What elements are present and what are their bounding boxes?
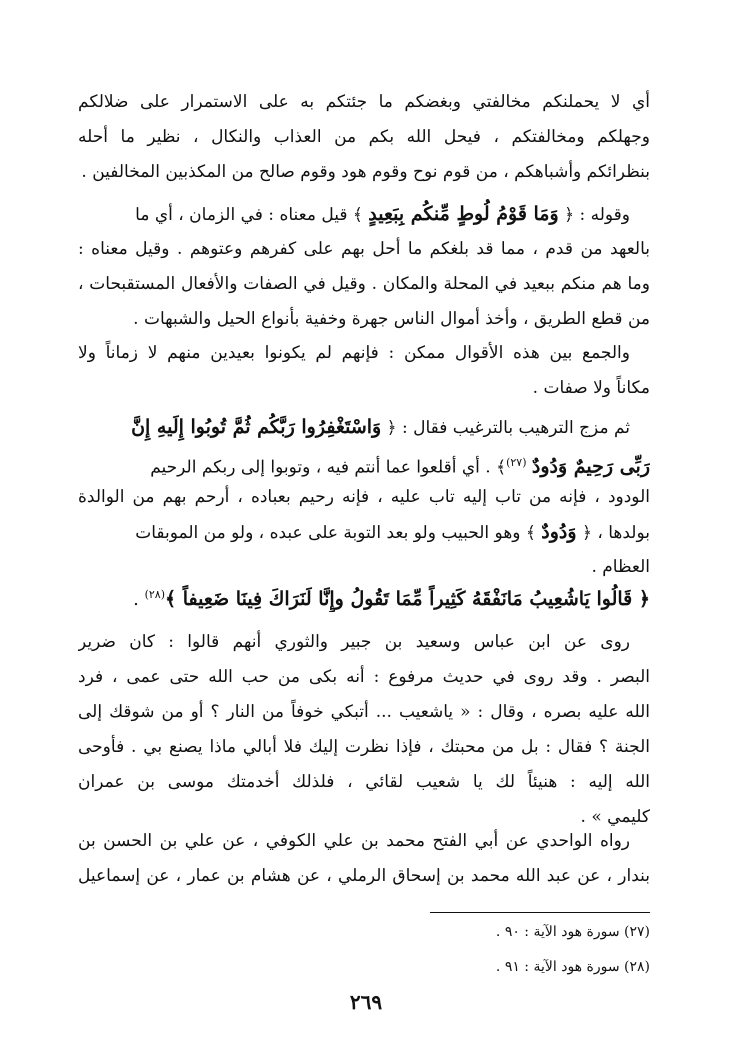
text-line: الله عليه بصره ، وقال : « ياشعيب ... أتبكي خوفاً من النار ؟ أو من شوقك إلى (78, 702, 650, 722)
text-line: كليمي » . (580, 807, 650, 827)
text-line: والجمع بين هذه الأقوال ممكن : فإنهم لم يكونوا بعيدين منهم لا زماناً ولا (78, 343, 630, 363)
text-line: من قطع الطريق ، وأخذ أموال الناس جهرة وخفية بأنواع الحيل والشبهات . (133, 309, 650, 329)
text-run: بولدها ، ﴿ (581, 523, 650, 543)
text-line: بندار ، عن عبد الله محمد بن إسحاق الرملي ، عن هشام بن عمار ، عن إسماعيل (78, 866, 650, 886)
footnote-separator (430, 912, 650, 913)
text-run: ﴾ قيل معناه : في الزمان ، أي ما (135, 205, 363, 225)
paragraph-2 (78, 197, 650, 337)
quran-verse: وَدُودٌ (541, 521, 577, 543)
footnote-28: (٢٨) سورة هود الآية : ٩١ . (495, 959, 650, 975)
footnote-ref: (٢٧) (506, 456, 527, 469)
footnote-27: (٢٧) سورة هود الآية : ٩٠ . (495, 924, 650, 940)
text-line: الودود ، فإنه من تاب إليه تاب عليه ، فإنه رحيم بعباده ، أرحم بهم من الوالدة (78, 487, 650, 507)
text-line: بالعهد من قدم ، مما قد بلغكم ما أحل بهم على كفرهم وعتوهم . وقيل معناه : (78, 239, 650, 259)
text-line: رواه الواحدي عن أبي الفتح محمد بن علي الكوفي ، عن علي بن الحسن بن (78, 831, 630, 851)
text-line (78, 445, 650, 480)
text-line: وجهلكم ومخالفتكم ، فيحل الله بكم من العذاب والنكال ، نظير ما أحله (78, 127, 650, 147)
text-line: روى عن ابن عباس وسعيد بن جبير والثوري أنهم قالوا : كان ضرير (78, 632, 630, 652)
paragraph-7 (78, 824, 650, 894)
text-line: بنظرائكم وأشباهكم ، من قوم نوح وقوم هود وقوم صالح من المكذبين المخالفين . (81, 162, 650, 182)
paragraph-1 (78, 85, 650, 190)
text-line: الجنة ؟ فقال : بل من محبتك ، فإذا نظرت إليك فلا أبالي ماذا يصنع بي . فأوحى (78, 737, 650, 757)
paragraph-6 (78, 625, 650, 835)
quran-verse: ﴿ قَالُوا يَاشُعِيبُ مَانَفْقَهُ كَثِيراً مِّمَا تَقُولُ وإِنَّا لَنَرَاكَ فِينَا ضَعِيفاً ﴾ (165, 588, 650, 610)
quran-verse: وَمَا قَوْمُ لُوطٍ مِّنكُم بِبَعِيدٍ (368, 203, 559, 225)
text-run: ﴾ . أي أقلعوا عما أنتم فيه ، وتوبوا إلى ربكم الرحيم (150, 457, 507, 478)
paragraph-4 (78, 410, 650, 585)
text-line: العظام . (591, 557, 650, 577)
quran-verse: رَبِّى رَحِيمٌ وَدُودٌ (531, 455, 650, 478)
verse-block (78, 577, 650, 612)
text-line: أي لا يحملنكم مخالفتي وبغضكم ما جئتكم به على الاستمرار على ضلالكم (78, 92, 650, 112)
text-run: ثم مزج الترهيب بالترغيب فقال : ﴿ (386, 418, 630, 438)
text-line (78, 410, 650, 445)
footnote-ref: (٢٨) (144, 588, 165, 601)
text-line (78, 197, 650, 232)
text-line: البصر . وقد روى في حديث مرفوع : أنه بكى من حب الله حتى عمى ، فرد (78, 667, 650, 687)
page-number: ٢٦٩ (349, 990, 383, 1014)
text-line: وما هم منكم ببعيد في المحلة والمكان . وقيل في الصفات والأفعال المستقبحات ، (78, 274, 650, 294)
text-line (78, 577, 650, 612)
text-line: الله إليه : هنيئاً لك يا شعيب لقائي ، فلذلك أخدمتك موسى بن عمران (78, 772, 650, 792)
text-line: مكاناً ولا صفات . (532, 378, 650, 398)
text-run: وقوله : ﴿ (564, 205, 630, 225)
paragraph-3 (78, 336, 650, 406)
text-run: ﴾ وهو الحبيب ولو بعد التوبة على عبده ، ولو من الموبقات (135, 523, 536, 543)
text-line (78, 515, 650, 550)
quran-verse: وَاسْتَغْفِرُوا رَبَّكُم ثُمَّ تُوبُوا إِلَيهِ إِنَّ (131, 416, 382, 438)
text-run: . (133, 589, 145, 610)
